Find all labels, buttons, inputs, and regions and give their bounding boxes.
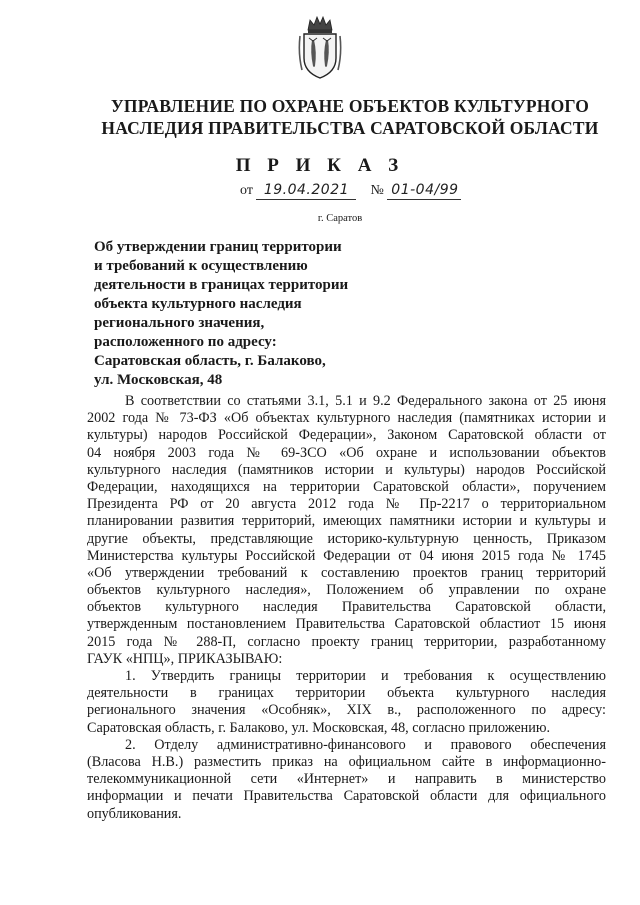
title-line: ул. Московская, 48 (94, 372, 223, 388)
date-field (256, 182, 356, 200)
body-line: 2. Отделу административно-финансового и правового обеспечения (125, 736, 606, 753)
agency-name-line-1: УПРАВЛЕНИЕ ПО ОХРАНЕ ОБЪЕКТОВ КУЛЬТУРНОГО (110, 96, 590, 116)
body-line: 2002 года № 73-ФЗ «Об объектах культурного наследия (памятниках истории и (87, 410, 606, 427)
body-line: 1. Утвердить границы территории и требования к осуществлению (125, 668, 606, 684)
body-line: (Власова Н.В.) разместить приказ на официальном сайте в информационно- (87, 753, 606, 770)
handwritten-number: 01-04/99 (391, 182, 459, 198)
body-line: объектов культурного наследия Правительства Саратовской области, (87, 599, 606, 616)
coat-of-arms-emblem (298, 14, 342, 80)
title-line: объекта культурного наследия (94, 296, 302, 312)
title-line: регионального значения, (94, 315, 265, 331)
body-line: 2015 года № 288-П, согласно проекту границ территории, разработанному (87, 633, 606, 650)
body-line: Саратовская область, г. Балаково, ул. Московская, 48, согласно приложению. (87, 719, 551, 736)
body-line: В соответствии со статьями 3.1, 5.1 и 9.2 Федерального закона от 25 июня (125, 393, 606, 409)
date-number-line (240, 182, 461, 200)
body-line: регионального значения «Особняк», XIX в., расположенного по адресу: (87, 702, 606, 719)
body-line: другие объекты, представляющие историко-культурную ценность, Приказом (87, 530, 606, 547)
document-type-heading: П Р И К А З (235, 155, 405, 176)
body-line: культуры) народов Российской Федерации», Законом Саратовской области от (87, 427, 606, 444)
body-line: культурного наследия (памятников истории и культуры) народов Российской (87, 461, 606, 478)
body-line: планировании развития территорий, имеющих памятники истории и культуры и (87, 513, 606, 530)
agency-name-line-2: НАСЛЕДИЯ ПРАВИТЕЛЬСТВА САРАТОВСКОЙ ОБЛАСТИ (101, 118, 599, 138)
body-line: Президента РФ от 20 августа 2012 года № Пр-2217 о территориальном (87, 496, 606, 513)
city-label: г. Саратов (317, 213, 363, 224)
body-line: объектов культурного наследия», Положением об управлении по охране (87, 582, 606, 599)
document-body (87, 393, 606, 823)
body-line: 04 ноября 2003 года № 69-ЗСО «Об охране и использовании объектов (87, 444, 606, 461)
title-line: расположенного по адресу: (94, 334, 277, 350)
body-line: утвержденным постановлением Правительства Саратовской областиот 15 июня (87, 616, 606, 633)
body-line: «Об утверждении требований к составлению проектов границ территорий (87, 564, 606, 581)
body-line: Министерства культуры Российской Федерации от 04 июня 2015 года № 1745 (87, 547, 606, 564)
title-line: деятельности в границах территории (94, 277, 349, 293)
body-line: Федерации, находящихся на территории Саратовской области», поручением (87, 478, 606, 495)
body-line: опубликования. (87, 805, 182, 822)
number-field (387, 182, 461, 200)
document-title (94, 238, 414, 390)
handwritten-date: 19.04.2021 (263, 182, 350, 198)
title-line: и требований к осуществлению (94, 258, 308, 274)
date-prefix: от (240, 183, 253, 198)
body-line: информации и печати Правительства Саратовской области для официального (87, 788, 606, 805)
body-line: деятельности в границах территории объекта культурного наследия (87, 685, 606, 702)
number-prefix: № (370, 183, 384, 198)
body-line: телекоммуникационной сети «Интернет» и направить в министерство (87, 771, 606, 788)
title-line: Об утверждении границ территории (94, 239, 342, 255)
title-line: Саратовская область, г. Балаково, (94, 353, 326, 369)
body-line: ГАУК «НПЦ», ПРИКАЗЫВАЮ: (87, 650, 283, 667)
